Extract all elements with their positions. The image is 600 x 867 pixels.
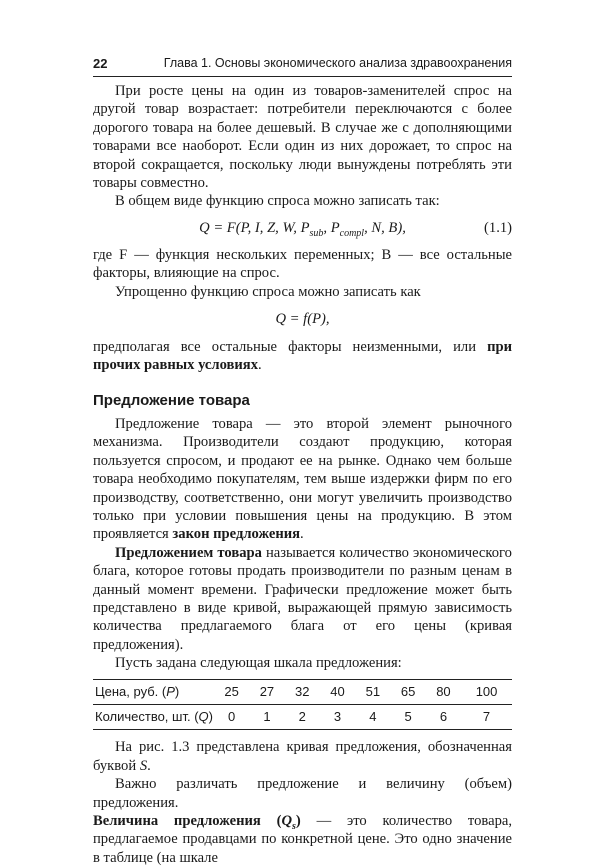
formula-part: , N, B), — [364, 219, 406, 236]
page-body — [93, 82, 512, 867]
italic-letter: S — [139, 757, 148, 774]
paragraph-ceteris-paribus — [93, 338, 512, 375]
table-cell: 100 — [461, 679, 512, 704]
paragraph-supply-intro — [93, 415, 512, 544]
paragraph-simplified-intro: Упрощенно функцию спроса можно записать как — [115, 283, 421, 300]
table-cell: 6 — [426, 704, 461, 729]
page-number: 22 — [93, 56, 108, 71]
table-cell: 4 — [355, 704, 390, 729]
table-cell: 40 — [320, 679, 355, 704]
table-cell: 27 — [249, 679, 284, 704]
table-cell: 25 — [214, 679, 249, 704]
text-run: На рис. 1.3 представлена кривая предложения, обозначенная буквой — [93, 739, 512, 774]
paragraph-supply-definition — [93, 544, 512, 654]
text-run: предполагая все остальные факторы неизменными, или — [93, 339, 488, 356]
formula-demand-function — [93, 211, 512, 246]
text-run: Предложение товара — это второй элемент рыночного механизма. Производители создают продукцию, которая пользуется спросом, и продают ее на рынке. Однако чем больше товара необходимо покупателям, тем выше издержки фирм по его производству, соответственно, они могут увеличить производство только при условии повышения цены на продукцию. В этом проявляется — [93, 415, 512, 543]
text-run: . — [300, 526, 304, 543]
row-label-quantity: Количество, шт. (Q) — [93, 704, 214, 729]
table-row-quantity — [93, 704, 512, 729]
supply-schedule-table — [93, 679, 512, 731]
paragraph-quantity-supplied — [93, 812, 512, 867]
text-run: называется количество экономического блага, которое готовы продать производители по разным ценам в данный момент времени. Графически предложение может быть представлено в виде кривой, выражающей прямую зависимость количества предлагаемого блага от его цены (кривая предложения). — [93, 544, 512, 653]
table-cell: 80 — [426, 679, 461, 704]
paragraph-substitutes: При росте цены на один из товаров-заменителей спрос на другой товар возрастает: потребители переключаются с более дорогого товара на более дешевый. В случае же с дополняющими товарами все наоборот. Если один из них дорожает, то спрос на второй сокращается, поскольку люди вынуждены потреблять эти товары совместно. — [93, 83, 512, 192]
formula-subscript: sub — [309, 227, 324, 239]
chapter-title: Глава 1. Основы экономического анализа здравоохранения — [163, 56, 512, 70]
formula-simple: Q = f(P), — [275, 311, 330, 328]
bold-term: закон предложения — [172, 526, 301, 543]
table-cell: 65 — [390, 679, 425, 704]
table-row-price — [93, 679, 512, 704]
running-header — [93, 56, 512, 77]
qs-symbol: $(Q_s)$ — [260, 813, 301, 832]
paragraph-table-intro: Пусть задана следующая шкала предложения: — [115, 655, 402, 672]
paragraph-figure-reference — [93, 738, 512, 775]
text-run: . — [258, 357, 262, 374]
table-cell: 3 — [320, 704, 355, 729]
formula-part: , P — [323, 219, 340, 236]
section-heading: Предложение товара — [93, 391, 250, 409]
table-cell: 7 — [461, 704, 512, 729]
table-cell: 32 — [285, 679, 320, 704]
bold-term: Предложением товара — [115, 544, 262, 561]
text-run: — это количество товара, предлагаемое продавцами по конкретной цене. Это одно значение в таблице (на шкале — [93, 813, 512, 866]
table-cell: 2 — [285, 704, 320, 729]
formula-subscript: compl — [339, 227, 365, 239]
table-cell: 0 — [214, 704, 249, 729]
bold-term: Величина предложения — [93, 813, 261, 829]
formula-simplified — [93, 301, 512, 338]
table-cell: 51 — [355, 679, 390, 704]
bold-term: при прочих равных условиях — [93, 339, 512, 374]
paragraph-demand-intro: В общем виде функцию спроса можно записать так: — [115, 193, 440, 210]
paragraph-formula-explanation: где F — функция нескольких переменных; B — все остальные факторы, влияющие на спрос. — [93, 246, 512, 282]
paragraph-distinguish: Важно различать предложение и величину (объем) предложения. — [93, 776, 512, 811]
formula-number: (1.1) — [484, 219, 512, 236]
row-label-price: Цена, руб. (P) — [93, 679, 214, 704]
text-run: . — [147, 757, 151, 774]
table-cell: 1 — [249, 704, 284, 729]
formula-part: Q = F(P, I, Z, W, P — [199, 219, 310, 236]
table-cell: 5 — [390, 704, 425, 729]
